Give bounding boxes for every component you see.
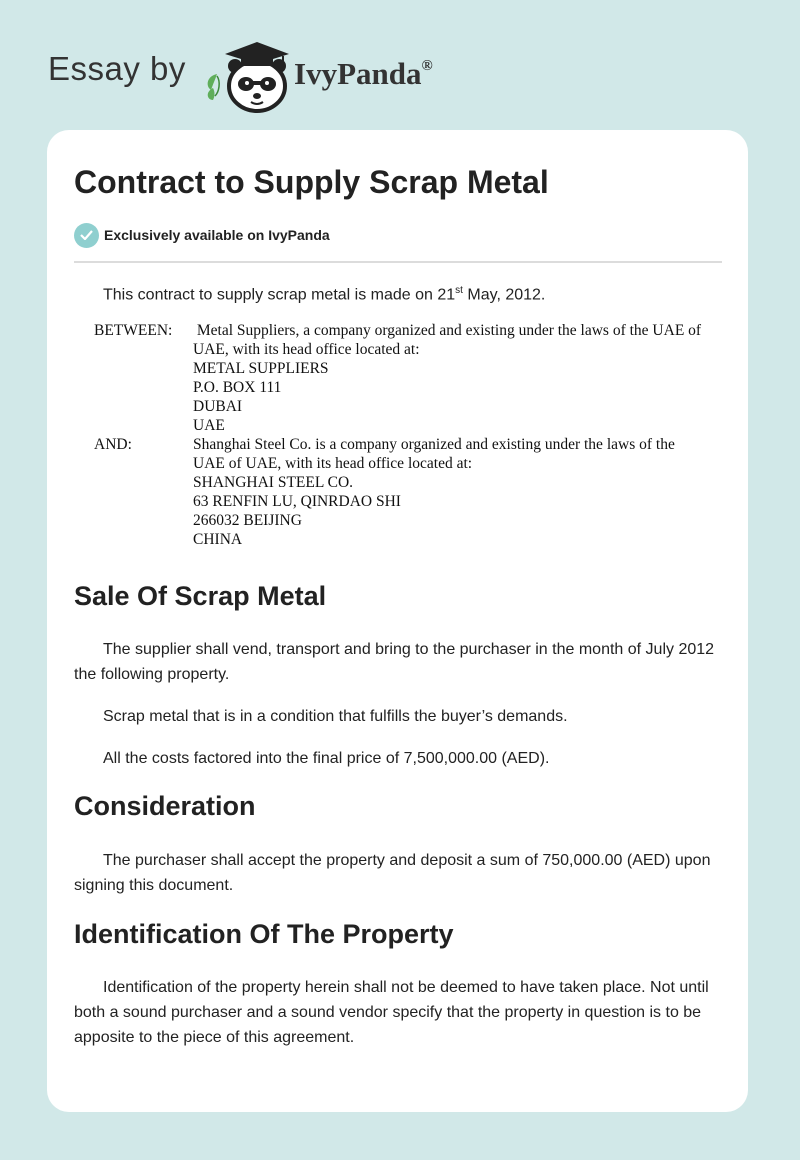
paragraph: All the costs factored into the final price of 7,500,000.00 (AED). [103, 750, 550, 767]
and-party [94, 435, 701, 549]
panda-logo-icon[interactable] [203, 36, 303, 116]
section-heading-sale: Sale Of Scrap Metal [74, 581, 327, 611]
section-heading-consideration: Consideration [74, 791, 256, 821]
ivy-leaf-icon [208, 74, 220, 100]
brand-name[interactable]: IvyPanda® [294, 56, 433, 91]
paragraph: Identification of the property herein shall not be deemed to have taken place. Not until both a sound purchaser and a sound vendor specify that the property in question is to be apposite to the piece of this agreement. [74, 979, 709, 1046]
and-label: AND: [94, 436, 132, 453]
divider [74, 261, 722, 263]
party-line: P.O. BOX 111 [193, 379, 282, 396]
essay-card [47, 130, 748, 1112]
party-line: UAE, with its head office located at: [193, 341, 420, 358]
party-line: UAE of UAE, with its head office located at: [193, 455, 473, 472]
exclusive-badge [74, 222, 330, 248]
party-line: UAE [193, 417, 225, 434]
page-title: Contract to Supply Scrap Metal [74, 164, 549, 200]
essay-by-label: Essay by [48, 50, 186, 87]
intro-paragraph: This contract to supply scrap metal is made on 21st May, 2012. [103, 285, 546, 304]
badge-label: Exclusively available on IvyPanda [104, 227, 330, 243]
party-line: Metal Suppliers, a company organized and existing under the laws of the UAE of [193, 322, 702, 339]
party-line: CHINA [193, 531, 243, 548]
site-header [48, 36, 748, 116]
between-party [94, 321, 701, 435]
between-label: BETWEEN: [94, 322, 173, 339]
parties-block [94, 321, 701, 549]
party-line: SHANGHAI STEEL CO. [193, 474, 354, 491]
section-heading-identification: Identification Of The Property [74, 919, 454, 949]
paragraph: The purchaser shall accept the property and deposit a sum of 750,000.00 (AED) upon signing this document. [74, 852, 711, 894]
check-icon [74, 223, 99, 248]
party-line: 266032 BEIJING [193, 512, 302, 529]
party-line: METAL SUPPLIERS [193, 360, 329, 377]
paragraph: Scrap metal that is in a condition that fulfills the buyer’s demands. [103, 708, 568, 725]
paragraph: The supplier shall vend, transport and bring to the purchaser in the month of July 2012 the following property. [74, 641, 715, 683]
party-line: 63 RENFIN LU, QINRDAO SHI [193, 493, 401, 510]
party-line: Shanghai Steel Co. is a company organized and existing under the laws of the [193, 436, 675, 453]
party-line: DUBAI [193, 398, 243, 415]
